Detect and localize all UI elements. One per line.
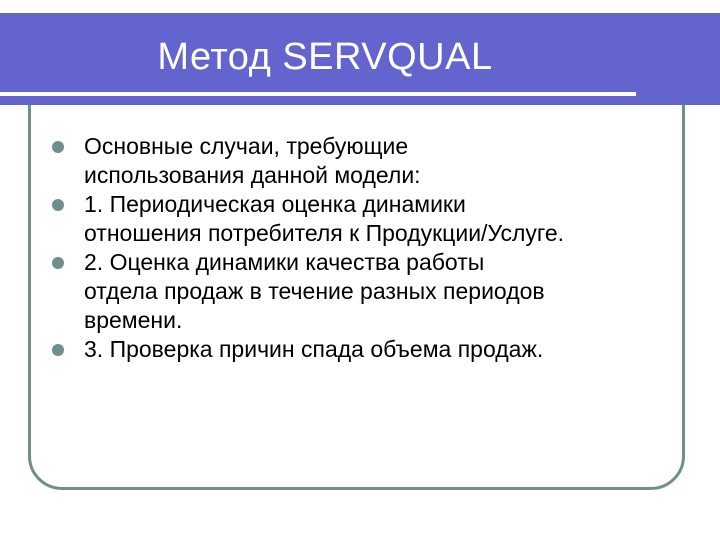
- bullet-list: [84, 132, 704, 364]
- bullet-line: отношения потребителя к Продукции/Услуге.: [84, 220, 565, 246]
- bullet-dot-icon: [52, 257, 64, 269]
- bullet-line: 3. Проверка причин спада объема продаж.: [84, 336, 544, 362]
- title-underline: [0, 92, 636, 96]
- bullet-item: [84, 190, 704, 248]
- bullet-line: Основные случаи, требующие: [84, 133, 409, 159]
- bullet-dot-icon: [52, 141, 64, 153]
- bullet-line: 2. Оценка динамики качества работы: [84, 249, 485, 275]
- bullet-item: [84, 248, 704, 335]
- bullet-line: времени.: [84, 307, 183, 333]
- title-band-corner: [684, 13, 720, 105]
- bullet-dot-icon: [52, 344, 64, 356]
- bullet-item: [84, 335, 704, 364]
- bullet-dot-icon: [52, 199, 64, 211]
- slide-title: Метод SERVQUAL: [157, 36, 493, 78]
- bullet-item: [84, 132, 704, 190]
- bullet-line: отдела продаж в течение разных периодов: [84, 278, 545, 304]
- bullet-line: 1. Периодическая оценка динамики: [84, 191, 466, 217]
- bullet-line: использования данной модели:: [84, 162, 421, 188]
